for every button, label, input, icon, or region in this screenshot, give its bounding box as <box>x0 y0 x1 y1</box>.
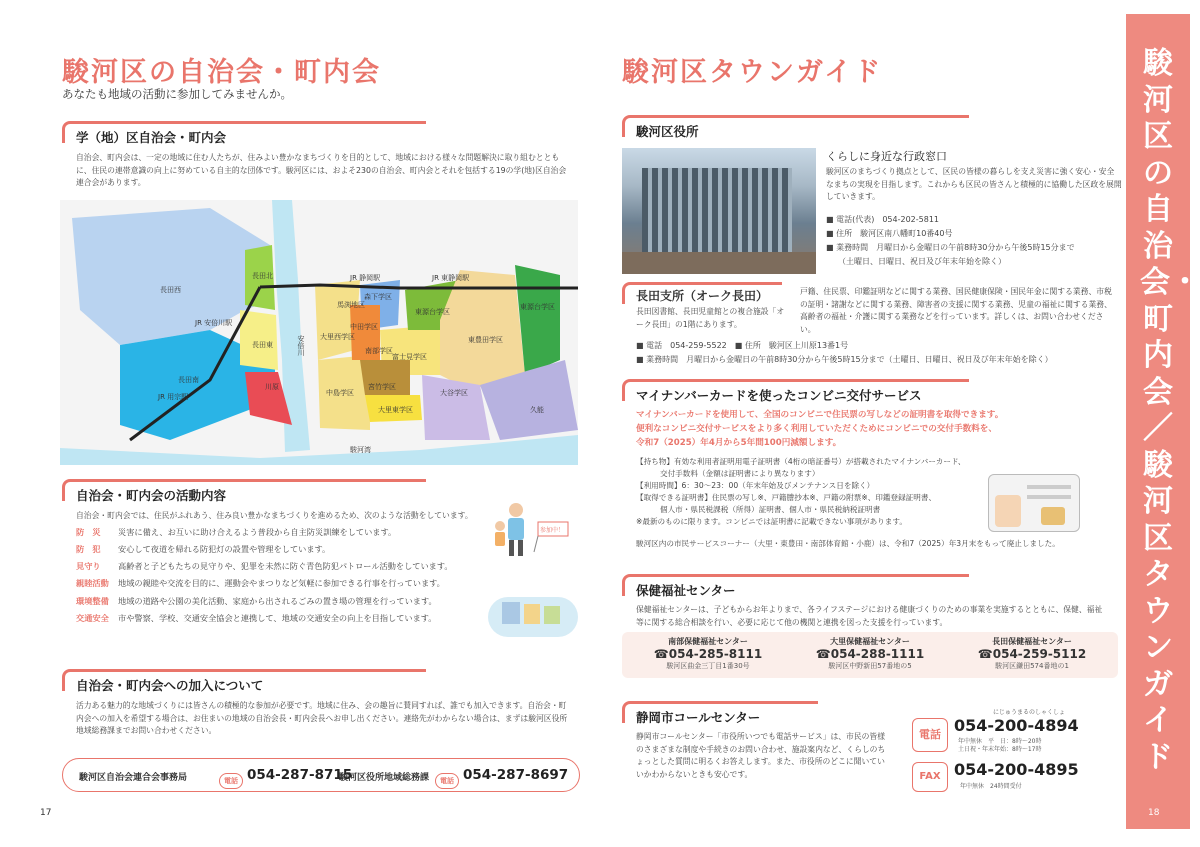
district-label: 南部学区 <box>365 347 393 355</box>
health-center-phone: ☎054-288-1111 <box>815 647 925 661</box>
branch-hours: ■ 業務時間 月曜日から金曜日の午前8時30分から午後5時15分まで（土曜日、日曜日、祝日及び年末年始を除く） <box>636 355 1053 364</box>
district-map <box>60 200 578 465</box>
contact-bar <box>62 758 580 792</box>
district-label: 中島学区 <box>326 389 354 397</box>
volunteers-illustration <box>488 492 580 642</box>
section-body: 自治会、町内会は、一定の地域に住む人たちが、住みよい豊かなまちづくりを目的として、地域における様々な問題解決に取り組むとともに、住民の連帯意識の向上に努めている自主的な団体です。駿河区には、およそ230の自治会、町内会とそれを包括する19の学(地)区自治会連合会があります。 <box>76 153 567 188</box>
detail-line: 【利用時間】6：30～23：00（年末年始及びメンテナンス日を除く） <box>636 481 875 490</box>
call-tel-label: 電話 <box>912 718 948 752</box>
detail-line: 【持ち物】有効な利用者証明用電子証明書（4桁の暗証番号）が搭載されたマイナンバーカード、 <box>636 457 966 466</box>
activity-text: 安心して夜道を帰れる防犯灯の設置や管理をしています。 <box>118 543 331 554</box>
health-center-name: 長田保健福祉センター <box>992 637 1072 646</box>
station-label: JR 安倍川駅 <box>195 319 233 327</box>
health-center-name: 南部保健福祉センター <box>668 637 748 646</box>
health-center <box>790 636 950 671</box>
activity-label: 見守り <box>76 561 101 572</box>
card-chip <box>1041 507 1065 525</box>
section-body: 静岡市コールセンター「市役所いつでも電話サービス」は、市民の皆様のさまざまな制度や手続きのお問い合わせ、施設案内など、くらしのちょっとした質問に明るくお答えします。また、市役所のどこに聞いていいかわからないときも安心です。 <box>636 732 886 779</box>
sidebar-title: 駿河区の自治会・町内会／駿河区タウンガイド <box>1140 46 1200 775</box>
station-label: JR 静岡駅 <box>350 274 381 282</box>
phone-badge <box>435 768 459 789</box>
activity-text: 地域の道路や公園の美化活動、家庭から出されるごみの置き場の管理を行っています。 <box>118 595 437 606</box>
detail-line: 【取得できる証明書】住民票の写し※、戸籍謄抄本※、戸籍の附票※、印鑑登録証明書、 <box>636 493 937 502</box>
mynumber-highlight <box>636 408 1108 450</box>
district-map-svg <box>60 200 578 465</box>
section-heading: 静岡市コールセンター <box>636 710 761 725</box>
highlight-line: 便利なコンビニ交付サービスをより多く利用していただくためにコンビニでの交付手数料を、 <box>636 424 997 434</box>
highlight-line: 令和7（2025）年4月から5年間100円減額します。 <box>636 438 842 448</box>
health-center <box>952 636 1112 671</box>
district-label: 森下学区 <box>364 293 392 301</box>
contact-label: 駿河区役所地域総務課 <box>339 773 430 783</box>
right-page-title: 駿河区タウンガイド <box>622 57 883 88</box>
activity-text: 地域の親睦や交流を目的に、運動会やまつりなど気軽に参加できる行事を行っています。 <box>118 578 445 589</box>
health-center <box>628 636 788 671</box>
section-join <box>62 670 582 750</box>
health-center-address: 駿河区曲金三丁目1番30号 <box>666 662 750 670</box>
mynumber-card-illustration <box>988 474 1080 532</box>
district-label: 東豊田学区 <box>468 336 503 344</box>
section-call-center <box>622 702 902 802</box>
section-heading: 保健福祉センター <box>636 583 736 598</box>
activity-label: 親睦活動 <box>76 578 109 589</box>
detail-line: 交付手数料（金額は証明書により異なります） <box>660 469 820 478</box>
activity-label: 防 犯 <box>76 543 101 554</box>
call-ruby: にじゅうまるのしゃくしょ <box>993 709 1066 716</box>
branch-left-text: 長田図書館、長田児童館との複合施設「オーク長田」の1階にあります。 <box>636 307 785 329</box>
call-tel-hours: 年中無休 平 日：8時～20時 <box>958 738 1042 745</box>
contact-phone: 054-287-8697 <box>463 767 569 783</box>
health-center-address: 駿河区中野新田57番地の5 <box>828 662 912 670</box>
call-fax-label: FAX <box>912 762 948 792</box>
district-label: 安倍川 <box>297 335 305 356</box>
health-center-phone: ☎054-259-5112 <box>977 647 1087 661</box>
section-heading: 自治会・町内会の活動内容 <box>76 488 227 503</box>
call-tel-number: 054-200-4894 <box>954 716 1079 735</box>
activity-label: 交通安全 <box>76 613 109 624</box>
district-label: 馬渕地区 <box>337 301 365 309</box>
phone-badge-text: 電話 <box>219 773 243 789</box>
section-heading: 駿河区役所 <box>636 124 699 139</box>
page-number-left: 17 <box>40 808 52 818</box>
phone-badge <box>219 768 243 789</box>
activities-illustration <box>488 492 580 642</box>
mynumber-note: 駿河区内の市民サービスコーナー（大里・東豊田・南部体育館・小鹿）は、令和7（2025）年3月末をもって廃止しました。 <box>636 539 1060 548</box>
building-windows <box>642 168 792 258</box>
district-label: 大里東学区 <box>378 406 413 414</box>
call-tel-hours: 土日祝・年末年始：8時～17時 <box>958 746 1042 753</box>
office-hours-note: （土曜日、日曜日、祝日及び年末年始を除く） <box>838 257 1006 266</box>
call-fax-hours: 年中無休 24時間受付 <box>960 783 1022 790</box>
district-label: 長田東 <box>252 341 273 349</box>
building-base <box>622 252 816 274</box>
card-line <box>1027 495 1071 499</box>
section-heading: 学（地）区自治会・町内会 <box>76 130 227 145</box>
district-label: 東源台学区 <box>415 308 450 316</box>
page-number-right: 18 <box>1148 808 1160 818</box>
activity-text: 災害に備え、お互いに助け合えるよう普段から自主防災訓練をしています。 <box>118 526 397 537</box>
health-center-address: 駿河区鎌田574番地の1 <box>995 662 1069 670</box>
office-address: ■ 住所 駿河区南八幡町10番40号 <box>826 229 953 238</box>
highlight-line: マイナンバーカードを使用して、全国のコンビニで住民票の写しなどの証明書を取得できます。 <box>636 410 1004 420</box>
health-centers-list <box>622 632 1118 678</box>
card-line <box>1027 485 1071 489</box>
office-hours: ■ 業務時間 月曜日から金曜日の午前8時30分から午後5時15分まで <box>826 243 1075 252</box>
district-label: 宮竹学区 <box>368 383 396 391</box>
section-body: 保健福祉センターは、子どもからお年よりまで、各ライフステージにおける健康づくりのための事業を実施するとともに、保健、福祉等に関する総合相談を行い、必要に応じて他の機関と連携を図った支援を行っています。 <box>636 605 1103 627</box>
branch-info: ■ 電話 054-259-5522 ■ 住所 駿河区上川原13番1号 <box>636 341 849 350</box>
sign-text: 参加中！ <box>540 527 565 534</box>
detail-line: ※最新のものに限ります。コンビニでは証明書に記載できない事項があります。 <box>636 517 907 526</box>
ward-office-photo <box>622 148 816 274</box>
contact-phone: 054-287-8715 <box>247 767 353 783</box>
station-label: JR 用宗駅 <box>158 393 189 401</box>
branch-right-text: 戸籍、住民票、印鑑証明などに関する業務、国民健康保険・国民年金に関する業務、市税の証明・諸謝などに関する業務、障害者の支援に関する業務、児童の福祉に関する業務、高齢者の福祉・介護に関する業務などを行っています。詳しくは、お問い合わせください。 <box>800 287 1112 334</box>
branch-heading: 長田支所（オーク長田） <box>636 289 769 303</box>
phone-badge-text: 電話 <box>435 773 459 789</box>
district-label: 久能 <box>530 406 544 414</box>
detail-line: 個人市・県民税課税（所得）証明書、個人市・県民税納税証明書 <box>660 505 881 514</box>
district-label: 富士見学区 <box>392 353 427 361</box>
office-tagline: くらしに身近な行政窓口 <box>826 150 947 163</box>
left-page-subtitle: あなたも地域の活動に参加してみませんか。 <box>62 87 292 101</box>
district-label: 長田南 <box>178 376 199 384</box>
call-fax-number: 054-200-4895 <box>954 760 1079 779</box>
district-label: 大谷学区 <box>440 389 468 397</box>
district-label: 大里西学区 <box>320 333 355 341</box>
health-center-name: 大里保健福祉センター <box>830 637 910 646</box>
contact-label: 駿河区自治会連合会事務局 <box>79 773 188 783</box>
activity-label: 防 災 <box>76 526 101 537</box>
district-label: 長田北 <box>252 272 273 280</box>
activity-text: 高齢者と子どもたちの見守りや、犯罪を未然に防ぐ青色防犯パトロール活動をしています。 <box>118 561 453 572</box>
district-label: 長田西 <box>160 286 181 294</box>
district-label: 東源台学区 <box>520 303 555 311</box>
district-label: 中田学区 <box>350 323 378 331</box>
activity-text: 市や警察、学校、交通安全協会と連携して、地域の交通安全の向上を目指しています。 <box>118 613 437 624</box>
office-body: 駿河区のまちづくり拠点として、区民の皆様の暮らしを支え災害に強く安心・安全なまちの実現を目指します。これからも区民の皆さんと積極的に協働した区政を展開していきます。 <box>826 167 1122 202</box>
section-district-associations <box>62 122 582 192</box>
district-label: 駿河湾 <box>350 446 371 454</box>
activity-label: 環境整備 <box>76 595 109 606</box>
health-center-phone: ☎054-285-8111 <box>653 647 763 661</box>
section-heading: 自治会・町内会への加入について <box>76 678 264 693</box>
section-heading: マイナンバーカードを使ったコンビニ交付サービス <box>636 388 922 403</box>
card-photo <box>995 495 1021 527</box>
office-tel: ■ 電話(代表) 054-202-5811 <box>826 215 940 224</box>
left-page-title: 駿河区の自治会・町内会 <box>62 57 381 88</box>
section-intro: 自治会・町内会では、住民がふれあう、住み良い豊かなまちづくりを進めるため、次のような活動をしています。 <box>76 511 473 520</box>
district-label: 川原 <box>265 383 279 391</box>
section-body: 活力ある魅力的な地域づくりには皆さんの積極的な参加が必要です。地域に住み、会の趣旨に賛同すれば、誰でも加入できます。自治会・町内会への加入を希望する場合は、お住まいの地域の自治会長・町内会長へお申し出ください。連絡先がわからない場合は、まずは駿河区役所地域総務課までお問い合わせください。 <box>76 701 568 736</box>
station-label: JR 東静岡駅 <box>432 274 470 282</box>
